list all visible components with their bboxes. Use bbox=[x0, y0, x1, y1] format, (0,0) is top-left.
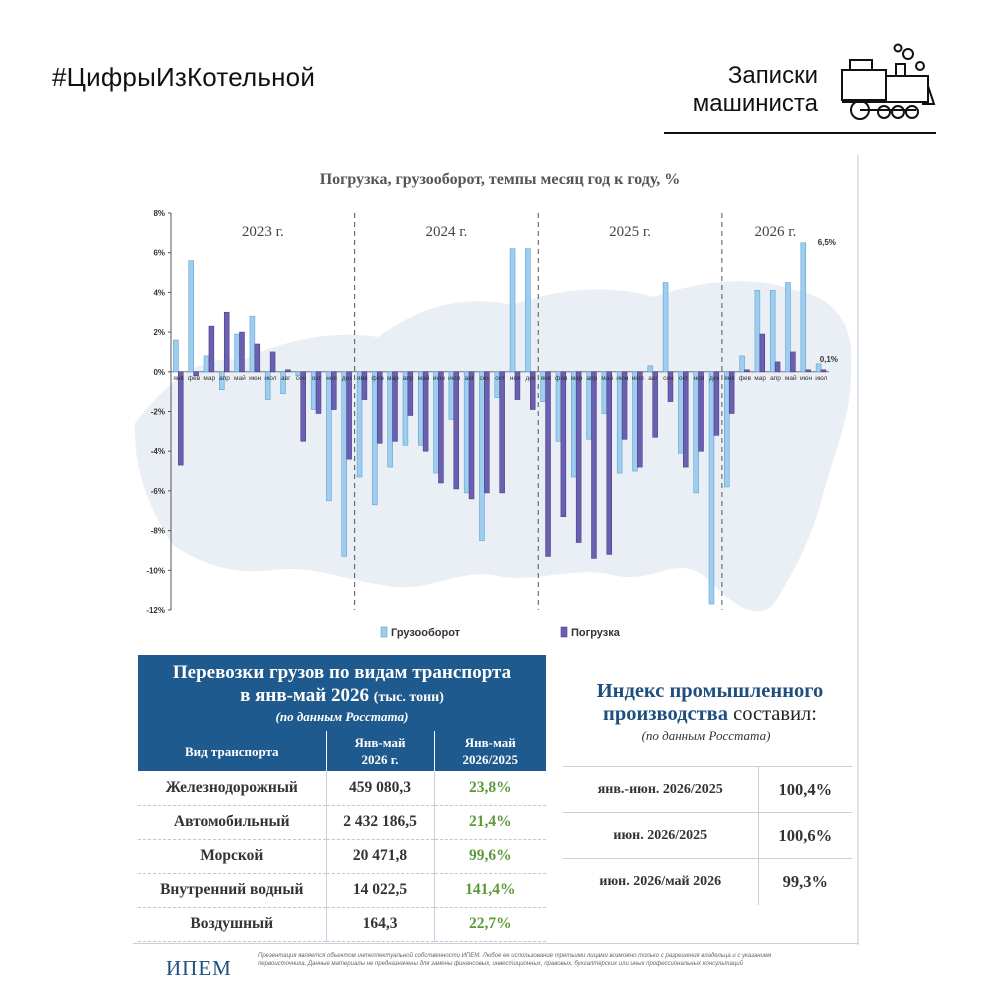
brand-text bbox=[693, 62, 818, 118]
x-tick-label: июл bbox=[264, 374, 277, 382]
legend-label: Грузооборот bbox=[391, 627, 461, 639]
transport-type: Воздушный bbox=[138, 907, 326, 941]
brand-logo bbox=[664, 52, 936, 134]
cargo-turnover-bar bbox=[357, 372, 362, 477]
loading-bar bbox=[576, 372, 581, 543]
cargo-turnover-bar bbox=[388, 372, 393, 467]
x-tick-label: окт bbox=[678, 374, 689, 382]
col-change-line-1: Янв-май bbox=[464, 735, 516, 750]
y-tick-label: 4% bbox=[153, 288, 165, 298]
x-tick-label: янв bbox=[173, 374, 184, 382]
x-tick-label: окт bbox=[311, 374, 322, 382]
x-tick-label: сен bbox=[295, 374, 307, 382]
y-tick-label: -10% bbox=[146, 566, 165, 576]
freight-chart bbox=[133, 155, 857, 645]
x-tick-label: мар bbox=[203, 374, 216, 382]
map-background bbox=[135, 281, 852, 612]
transport-volume: 14 022,5 bbox=[326, 873, 434, 907]
year-label: 2023 г. bbox=[241, 224, 284, 240]
cargo-turnover-bar bbox=[801, 243, 806, 372]
table-row bbox=[138, 907, 546, 941]
transport-volume: 459 080,3 bbox=[326, 771, 434, 805]
x-tick-label: июн bbox=[616, 374, 629, 382]
loading-bar bbox=[806, 370, 811, 372]
cargo-turnover-bar bbox=[204, 356, 209, 372]
y-tick-label: -8% bbox=[150, 526, 165, 536]
table-row bbox=[138, 839, 546, 873]
cargo-turnover-bar bbox=[525, 249, 530, 372]
cargo-turnover-bar bbox=[648, 366, 653, 372]
loading-bar bbox=[255, 344, 260, 372]
footer-divider bbox=[133, 943, 859, 944]
ipp-title-line-1: Индекс промышленного bbox=[596, 680, 824, 702]
table-row bbox=[563, 859, 852, 905]
panel-divider bbox=[857, 155, 859, 945]
loading-bar bbox=[423, 372, 428, 451]
transport-type: Внутренний водный bbox=[138, 873, 326, 907]
transport-change: 141,4% bbox=[434, 873, 546, 907]
x-tick-label: ноя bbox=[693, 374, 705, 382]
transport-volume: 2 432 186,5 bbox=[326, 805, 434, 839]
x-tick-label: янв bbox=[724, 374, 735, 382]
x-tick-label: ноя bbox=[326, 374, 338, 382]
x-tick-label: ноя bbox=[509, 374, 521, 382]
cargo-turnover-bar bbox=[173, 340, 178, 372]
cargo-turnover-bar bbox=[816, 364, 821, 372]
footer-disclaimer: Презентация является объектом интеллектуальной собственности ИПЕМ. Любое ее использование третьими лицами возможно только с разрешения владельца и с указанием первоисточника. Данные материалы не предназначены для замены финансовых, инвестиционных, правовых, бухгалтерских или иных профессиональных консультаций bbox=[258, 953, 772, 967]
legend-swatch bbox=[381, 627, 387, 637]
col-volume-line-1: Янв-май bbox=[354, 735, 406, 750]
ipem-logo: ИПЕМ bbox=[166, 956, 232, 980]
loading-bar bbox=[622, 372, 627, 439]
transport-table-block bbox=[138, 655, 546, 942]
cargo-turnover-bar bbox=[694, 372, 699, 493]
x-tick-label: фев bbox=[371, 374, 384, 382]
loading-bar bbox=[745, 370, 750, 372]
transport-source: (по данным Росстата) bbox=[275, 709, 409, 724]
x-tick-label: мар bbox=[387, 374, 399, 382]
y-tick-label: -4% bbox=[150, 447, 165, 457]
ipp-title-suffix: составил: bbox=[728, 703, 817, 725]
ipp-value: 100,6% bbox=[758, 813, 852, 859]
loading-bar bbox=[484, 372, 489, 493]
loading-bar bbox=[178, 372, 183, 465]
cargo-turnover-bar bbox=[709, 372, 714, 604]
x-tick-label: авг bbox=[464, 374, 475, 382]
cargo-turnover-bar bbox=[372, 372, 377, 505]
ipp-label: июн. 2026/2025 bbox=[563, 813, 758, 859]
y-tick-label: -6% bbox=[150, 486, 165, 496]
hashtag: #ЦифрыИзКотельной bbox=[52, 62, 316, 92]
cargo-turnover-bar bbox=[617, 372, 622, 473]
year-label: 2024 г. bbox=[425, 224, 468, 240]
ipp-title bbox=[560, 680, 860, 726]
loading-bar bbox=[500, 372, 505, 493]
x-tick-label: май bbox=[601, 374, 613, 382]
x-tick-label: сен bbox=[479, 374, 490, 382]
transport-title-period: в янв-май 2026 bbox=[240, 685, 369, 706]
cargo-turnover-bar bbox=[464, 372, 469, 493]
cargo-turnover-bar bbox=[740, 356, 745, 372]
x-tick-label: авг bbox=[281, 374, 291, 382]
transport-change: 22,7% bbox=[434, 907, 546, 941]
transport-title-line-2 bbox=[142, 684, 542, 709]
x-tick-label: фев bbox=[187, 374, 201, 382]
brand-line-2: машиниста bbox=[692, 90, 818, 117]
ipp-block bbox=[560, 680, 860, 744]
ipp-value: 100,4% bbox=[758, 767, 852, 813]
transport-title-line-1: Перевозки грузов по видам транспорта bbox=[172, 662, 512, 683]
cargo-turnover-bar bbox=[250, 316, 255, 372]
cargo-turnover-bar bbox=[786, 282, 791, 371]
transport-table-title bbox=[138, 655, 546, 731]
col-change-line-2: 2026/2025 bbox=[462, 752, 519, 767]
y-tick-label: -12% bbox=[146, 606, 165, 615]
transport-change: 23,8% bbox=[434, 771, 546, 805]
cargo-turnover-bar bbox=[479, 372, 484, 541]
loading-bar bbox=[224, 312, 229, 372]
year-label: 2025 г. bbox=[609, 224, 652, 240]
train-icon bbox=[836, 40, 936, 126]
x-tick-label: май bbox=[234, 374, 246, 382]
x-tick-label: июл bbox=[631, 374, 644, 382]
loading-bar bbox=[546, 372, 551, 557]
x-tick-label: мар bbox=[570, 374, 583, 382]
loading-bar bbox=[775, 362, 780, 372]
col-header-type: Вид транспорта bbox=[138, 731, 326, 771]
year-label: 2026 г. bbox=[754, 224, 797, 240]
ipp-value: 99,3% bbox=[758, 859, 852, 905]
x-tick-label: июл bbox=[448, 374, 461, 382]
transport-table bbox=[138, 731, 546, 942]
cargo-turnover-bar bbox=[755, 290, 760, 371]
col-header-change bbox=[434, 731, 546, 771]
table-row bbox=[563, 767, 852, 813]
cargo-turnover-bar bbox=[418, 372, 423, 445]
x-tick-label: дек bbox=[525, 374, 536, 382]
cargo-turnover-bar bbox=[556, 372, 561, 441]
cargo-turnover-bar bbox=[663, 282, 668, 371]
cargo-turnover-bar bbox=[678, 372, 683, 453]
transport-volume: 20 471,8 bbox=[326, 839, 434, 873]
x-tick-label: янв bbox=[540, 374, 552, 382]
loading-bar bbox=[270, 352, 275, 372]
brand-line-1: Записки bbox=[727, 62, 818, 89]
legend-label: Погрузка bbox=[571, 627, 620, 639]
annotation-label: 6,5% bbox=[817, 237, 836, 247]
x-tick-label: июн bbox=[799, 374, 813, 382]
x-tick-label: июн bbox=[432, 374, 445, 382]
x-tick-label: июн bbox=[249, 374, 262, 382]
loading-bar bbox=[209, 326, 214, 372]
loading-bar bbox=[821, 370, 826, 372]
cargo-turnover-bar bbox=[235, 334, 240, 372]
x-tick-label: апр bbox=[586, 374, 598, 382]
transport-volume: 164,3 bbox=[326, 907, 434, 941]
table-row bbox=[138, 771, 546, 805]
cargo-turnover-bar bbox=[587, 372, 592, 439]
loading-bar bbox=[347, 372, 352, 459]
transport-change: 21,4% bbox=[434, 805, 546, 839]
ipp-source: (по данным Росстата) bbox=[641, 728, 771, 743]
loading-bar bbox=[760, 334, 765, 372]
x-tick-label: окт bbox=[495, 374, 505, 382]
loading-bar bbox=[301, 372, 306, 441]
x-tick-label: фев bbox=[738, 374, 752, 382]
ipp-title-line-2 bbox=[560, 703, 860, 726]
loading-bar bbox=[438, 372, 443, 483]
cargo-turnover-bar bbox=[189, 261, 194, 372]
table-row bbox=[138, 805, 546, 839]
x-tick-label: авг bbox=[648, 374, 658, 382]
cargo-turnover-bar bbox=[571, 372, 576, 477]
x-tick-label: янв bbox=[356, 374, 368, 382]
loading-bar bbox=[285, 370, 290, 372]
table-row bbox=[563, 813, 852, 859]
ipp-label: июн. 2026/май 2026 bbox=[563, 859, 758, 905]
x-tick-label: дек bbox=[341, 374, 353, 382]
chart-title: Погрузка, грузооборот, темпы месяц год к году, % bbox=[319, 171, 681, 188]
cargo-turnover-bar bbox=[633, 372, 638, 471]
table-row bbox=[138, 873, 546, 907]
loading-bar bbox=[469, 372, 474, 499]
x-tick-label: дек bbox=[709, 374, 720, 382]
annotation-label: 0,1% bbox=[819, 354, 838, 364]
cargo-turnover-bar bbox=[326, 372, 331, 501]
cargo-turnover-bar bbox=[724, 372, 729, 487]
x-tick-label: мар bbox=[754, 374, 766, 382]
col-volume-line-2: 2026 г. bbox=[361, 752, 399, 767]
transport-type: Автомобильный bbox=[138, 805, 326, 839]
loading-bar bbox=[637, 372, 642, 467]
transport-change: 99,6% bbox=[434, 839, 546, 873]
cargo-turnover-bar bbox=[770, 290, 775, 371]
legend-swatch bbox=[561, 627, 567, 637]
cargo-turnover-bar bbox=[434, 372, 439, 473]
loading-bar bbox=[454, 372, 459, 489]
loading-bar bbox=[699, 372, 704, 451]
x-tick-label: сен bbox=[663, 374, 674, 382]
y-tick-label: 2% bbox=[153, 328, 165, 338]
loading-bar bbox=[607, 372, 612, 555]
loading-bar bbox=[561, 372, 566, 517]
x-tick-label: фев bbox=[554, 374, 568, 382]
cargo-turnover-bar bbox=[403, 372, 408, 445]
x-tick-label: июл bbox=[815, 374, 828, 382]
ipp-title-word: производства bbox=[603, 703, 728, 725]
loading-bar bbox=[790, 352, 795, 372]
cargo-turnover-bar bbox=[510, 249, 515, 372]
x-tick-label: май bbox=[417, 374, 430, 382]
x-tick-label: апр bbox=[770, 374, 781, 382]
transport-title-unit: (тыс. тонн) bbox=[373, 690, 444, 705]
transport-type: Морской bbox=[138, 839, 326, 873]
y-tick-label: -2% bbox=[150, 407, 165, 417]
col-header-volume bbox=[326, 731, 434, 771]
loading-bar bbox=[393, 372, 398, 441]
cargo-turnover-bar bbox=[342, 372, 347, 557]
transport-type: Железнодорожный bbox=[138, 771, 326, 805]
y-tick-label: 0% bbox=[153, 367, 165, 377]
ipp-label: янв.-июн. 2026/2025 bbox=[563, 767, 758, 813]
loading-bar bbox=[592, 372, 597, 559]
ipp-table bbox=[563, 766, 852, 905]
x-tick-label: апр bbox=[219, 374, 230, 382]
x-tick-label: май bbox=[784, 374, 797, 382]
y-tick-label: 8% bbox=[153, 209, 165, 218]
loading-bar bbox=[240, 332, 245, 372]
x-tick-label: апр bbox=[402, 374, 414, 382]
loading-bar bbox=[683, 372, 688, 467]
transport-table-header bbox=[138, 731, 546, 771]
y-tick-label: 6% bbox=[153, 248, 165, 258]
loading-bar bbox=[377, 372, 382, 443]
